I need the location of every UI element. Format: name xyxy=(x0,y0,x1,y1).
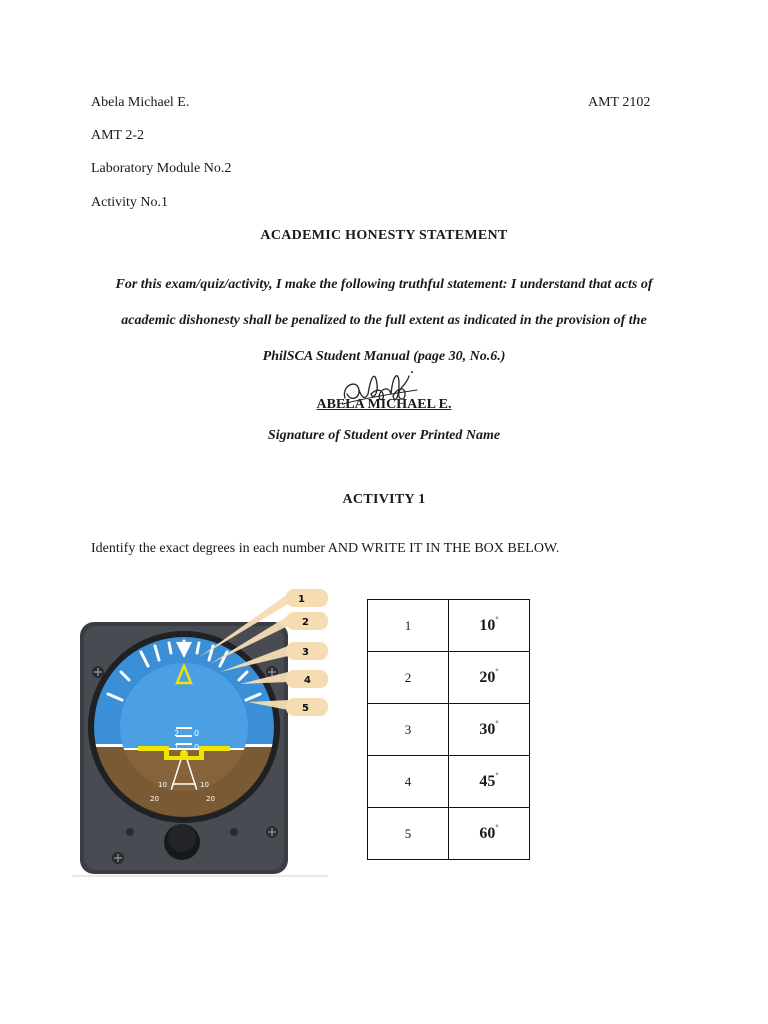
course-code: AMT 2102 xyxy=(588,95,651,110)
signature-caption: Signature of Student over Printed Name xyxy=(267,428,501,443)
answer-value: 10 xyxy=(479,616,496,634)
honesty-line-3: PhilSCA Student Manual (page 30, No.6.) xyxy=(262,349,506,364)
answer-value-cell[interactable] xyxy=(449,808,530,860)
pitch-label-20-up: 2 xyxy=(174,729,180,738)
module-label: Laboratory Module No.2 xyxy=(91,161,232,176)
activity-title: ACTIVITY 1 xyxy=(342,492,426,507)
student-name: Abela Michael E. xyxy=(91,95,190,110)
callout-1: 1 xyxy=(298,594,305,605)
pitch-label-10-down-right: 10 xyxy=(200,781,209,789)
answer-value: 45 xyxy=(479,772,496,790)
callout-3: 3 xyxy=(302,647,309,658)
answer-value-cell[interactable] xyxy=(449,600,530,652)
callout-5: 5 xyxy=(302,703,309,714)
pitch-label-20-up-right: 0 xyxy=(194,729,200,738)
answer-value-cell[interactable] xyxy=(449,756,530,808)
pitch-label-20-down-left: 20 xyxy=(150,795,159,803)
activity-number-label: Activity No.1 xyxy=(91,195,168,210)
answer-value-cell[interactable] xyxy=(449,652,530,704)
attitude-indicator-figure xyxy=(72,588,330,878)
answer-number: 2 xyxy=(368,652,449,704)
pitch-label-10-down-left: 10 xyxy=(158,781,167,789)
answer-value: 30 xyxy=(479,720,496,738)
degree-unit: ° xyxy=(495,822,499,832)
honesty-title: ACADEMIC HONESTY STATEMENT xyxy=(260,228,508,243)
answer-number: 1 xyxy=(368,600,449,652)
signature-printed-name: ABELA MICHAEL E. xyxy=(316,397,452,412)
degree-unit: ° xyxy=(495,614,499,624)
answers-table xyxy=(367,599,530,860)
degree-unit: ° xyxy=(495,666,499,676)
honesty-line-1: For this exam/quiz/activity, I make the following truthful statement: I understand that acts of xyxy=(115,277,653,292)
answer-value-cell[interactable] xyxy=(449,704,530,756)
answer-number: 4 xyxy=(368,756,449,808)
table-row xyxy=(368,756,530,808)
pitch-label-20-down-right: 20 xyxy=(206,795,215,803)
answer-number: 5 xyxy=(368,808,449,860)
answer-number: 3 xyxy=(368,704,449,756)
degree-unit: ° xyxy=(495,718,499,728)
degree-unit: ° xyxy=(495,770,499,780)
honesty-line-2: academic dishonesty shall be penalized to the full extent as indicated in the provision of the xyxy=(121,313,647,328)
section-label: AMT 2-2 xyxy=(91,128,145,143)
table-row xyxy=(368,704,530,756)
pitch-label-10-up: 1 xyxy=(174,743,180,752)
callout-2: 2 xyxy=(302,617,309,628)
answer-value: 60 xyxy=(479,824,496,842)
callout-4: 4 xyxy=(304,675,311,686)
answer-value: 20 xyxy=(479,668,496,686)
activity-instruction: Identify the exact degrees in each number AND WRITE IT IN THE BOX BELOW. xyxy=(91,541,560,556)
table-row xyxy=(368,600,530,652)
table-row xyxy=(368,652,530,704)
pitch-label-10-up-right: 0 xyxy=(194,743,200,752)
table-row xyxy=(368,808,530,860)
